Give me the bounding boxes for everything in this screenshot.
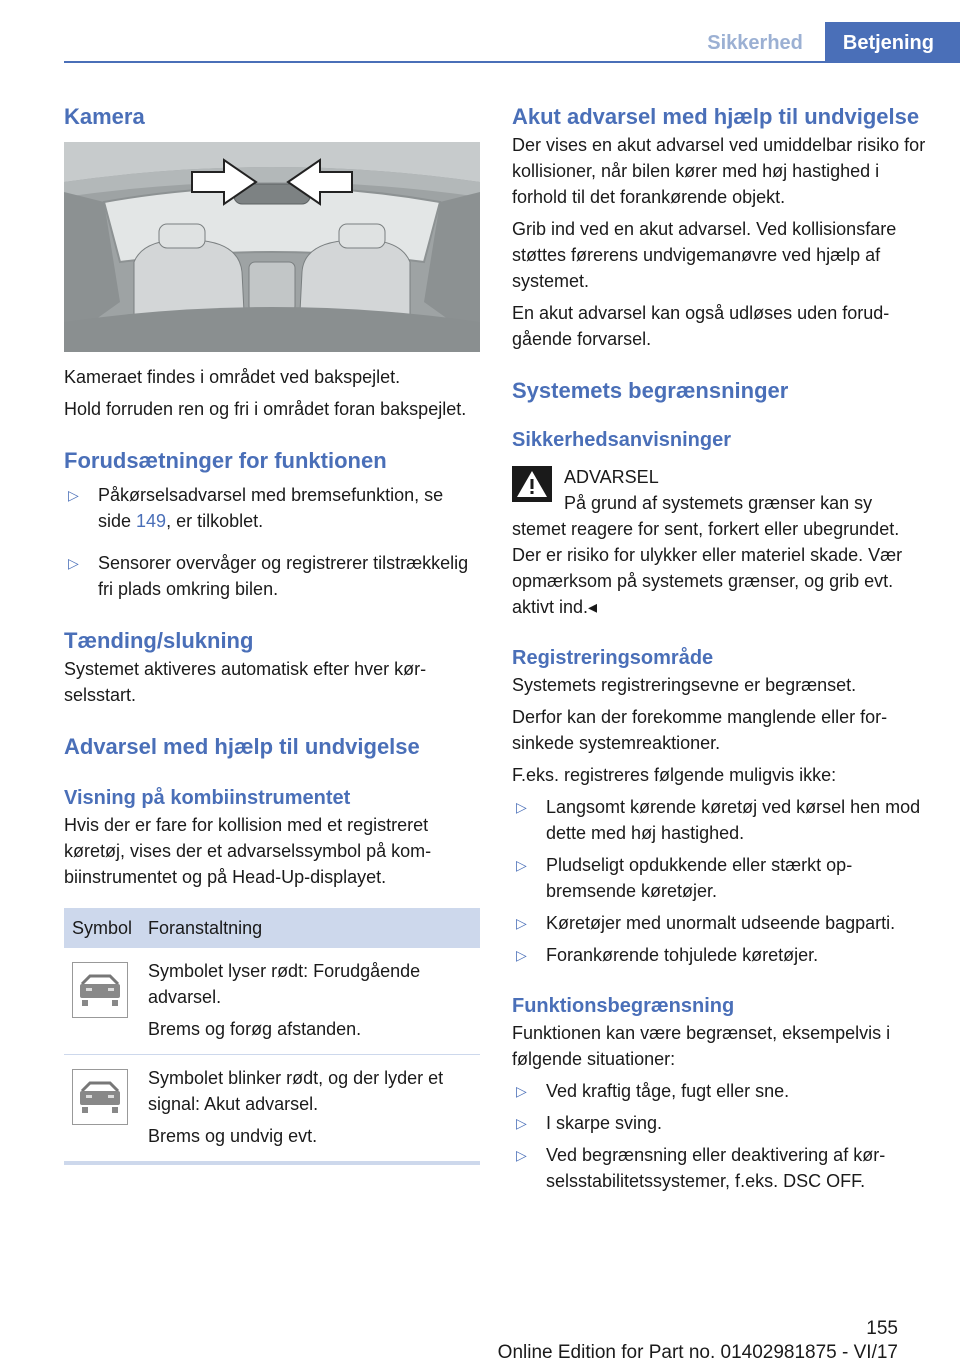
- warning-text-first-line: På grund af systemets grænser kan sy: [564, 493, 873, 513]
- row-text-2: Brems og forøg afstanden.: [148, 1019, 362, 1039]
- edition-note: Online Edition for Part no. 01402981875 - VI/17: [497, 1342, 898, 1363]
- warning-text: stemet reagere for sent, forkert eller ubegrundet. Der er risiko for ulykker eller materiel skade. Vær opmærksom på systemets grænser, og grib evt. aktivt ind.◂: [512, 519, 903, 617]
- right-column: [512, 100, 928, 1194]
- list-item: ▷ Køretøjer med unormalt udseende bagparti.: [512, 910, 928, 936]
- heading-advarsel: Advarsel med hjælp til undvigelse: [64, 734, 420, 759]
- heading-funktionsbegraensning: Funktionsbegrænsning: [512, 995, 735, 1017]
- section-tabs: [685, 22, 960, 62]
- page-number: 155: [866, 1318, 898, 1339]
- list-item: ▷ Ved begrænsning eller deaktivering af kørselsstabilitetssystemer, f.eks. DSC OFF.: [512, 1142, 928, 1194]
- akut-paragraph-1: Der vises en akut advarsel ved umiddelbar risiko for kollisioner, når bilen kører med høj hastighed i forhold til det forankørende objekt.: [512, 135, 926, 207]
- warning-title: ADVARSEL: [564, 467, 659, 487]
- heading-taending: Tænding/slukning: [64, 628, 254, 653]
- heading-akut: Akut advarsel med hjælp til undvigelse: [512, 104, 920, 129]
- triangle-bullet-icon: ▷: [516, 1115, 527, 1131]
- row-text-1: Symbolet lyser rødt: Forudgående advarsel.: [148, 961, 421, 1007]
- triangle-bullet-icon: ▷: [516, 947, 527, 963]
- table-row: [64, 948, 480, 1055]
- reg-paragraph-1: Systemets registreringsevne er begrænset.: [512, 675, 857, 695]
- triangle-bullet-icon: ▷: [516, 915, 527, 931]
- header-rule: [64, 61, 960, 63]
- kamera-paragraph-1: Kameraet findes i området ved bakspejlet.: [64, 367, 401, 387]
- forudsaetninger-list: [64, 482, 480, 602]
- car-warning-icon: [72, 962, 128, 1018]
- left-column: [64, 100, 480, 1165]
- akut-paragraph-3: En akut advarsel kan også udløses uden forudgående forvarsel.: [512, 303, 890, 349]
- car-warning-icon: [72, 1069, 128, 1125]
- table-header-row: [64, 908, 480, 948]
- taending-paragraph: Systemet aktiveres automatisk efter hver kørselsstart.: [64, 659, 427, 705]
- funktion-list: [512, 1078, 928, 1194]
- page-link[interactable]: 149: [136, 511, 167, 531]
- list-item: ▷ I skarpe sving.: [512, 1110, 928, 1136]
- akut-paragraph-2: Grib ind ved en akut advarsel. Ved kollisionsfare støttes førerens undvigemanøvre ved hjælp af systemet.: [512, 219, 897, 291]
- heading-sikkerhedsanvisninger: Sikkerhedsanvisninger: [512, 429, 731, 451]
- tab-betjening[interactable]: Betjening: [825, 22, 960, 62]
- list-item: ▷ Ved kraftig tåge, fugt eller sne.: [512, 1078, 928, 1104]
- funk-paragraph: Funktionen kan være begrænset, eksempelvis i følgende situationer:: [512, 1023, 891, 1069]
- symbol-table: [64, 908, 480, 1165]
- triangle-bullet-icon: ▷: [516, 799, 527, 815]
- page-footer: [0, 1318, 960, 1363]
- row-text-2: Brems og undvig evt.: [148, 1126, 318, 1146]
- triangle-bullet-icon: ▷: [516, 1147, 527, 1163]
- reg-paragraph-3: F.eks. registreres følgende muligvis ikke:: [512, 765, 837, 785]
- heading-forudsaetninger: Forudsætninger for funktionen: [64, 448, 387, 473]
- row-text-1: Symbolet blinker rødt, og der lyder et signal: Akut advarsel.: [148, 1068, 444, 1114]
- heading-begraensninger: Systemets begrænsninger: [512, 378, 789, 403]
- visning-paragraph: Hvis der er fare for kollision med et registreret køretøj, vises der et advarselssymbol på kombiinstrumentet og på Head-Up-displayet.: [64, 815, 432, 887]
- list-item: ▷ Sensorer overvåger og registrerer tilstrækkelig fri plads omkring bilen.: [64, 550, 480, 602]
- column-header-action: Foranstaltning: [140, 908, 480, 948]
- triangle-bullet-icon: ▷: [516, 857, 527, 873]
- registrering-list: [512, 794, 928, 968]
- list-item: ▷ Påkørselsadvarsel med bremsefunktion, se side 149, er tilkoblet.: [64, 482, 480, 534]
- triangle-bullet-icon: ▷: [68, 487, 79, 503]
- tab-sikkerhed[interactable]: Sikkerhed: [707, 32, 803, 54]
- column-header-symbol: Symbol: [64, 908, 140, 948]
- heading-visning: Visning på kombiinstrumentet: [64, 787, 351, 809]
- camera-location-illustration: [64, 142, 480, 352]
- list-item: ▷ Pludseligt opdukkende eller stærkt opbremsende køretøjer.: [512, 852, 928, 904]
- reg-paragraph-2: Derfor kan der forekomme manglende eller forsinkede systemreaktioner.: [512, 707, 888, 753]
- kamera-paragraph-2: Hold forruden ren og fri i området foran bakspejlet.: [64, 399, 467, 419]
- triangle-bullet-icon: ▷: [68, 555, 79, 571]
- list-item: ▷ Forankørende tohjulede køretøjer.: [512, 942, 928, 968]
- warning-triangle-icon: [512, 466, 552, 502]
- list-item: ▷ Langsomt kørende køretøj ved kørsel hen mod dette med høj hastighed.: [512, 794, 928, 846]
- heading-kamera: Kamera: [64, 104, 145, 129]
- heading-registreringsomraade: Registreringsområde: [512, 647, 714, 669]
- triangle-bullet-icon: ▷: [516, 1083, 527, 1099]
- warning-block: [512, 464, 928, 620]
- table-row: [64, 1055, 480, 1164]
